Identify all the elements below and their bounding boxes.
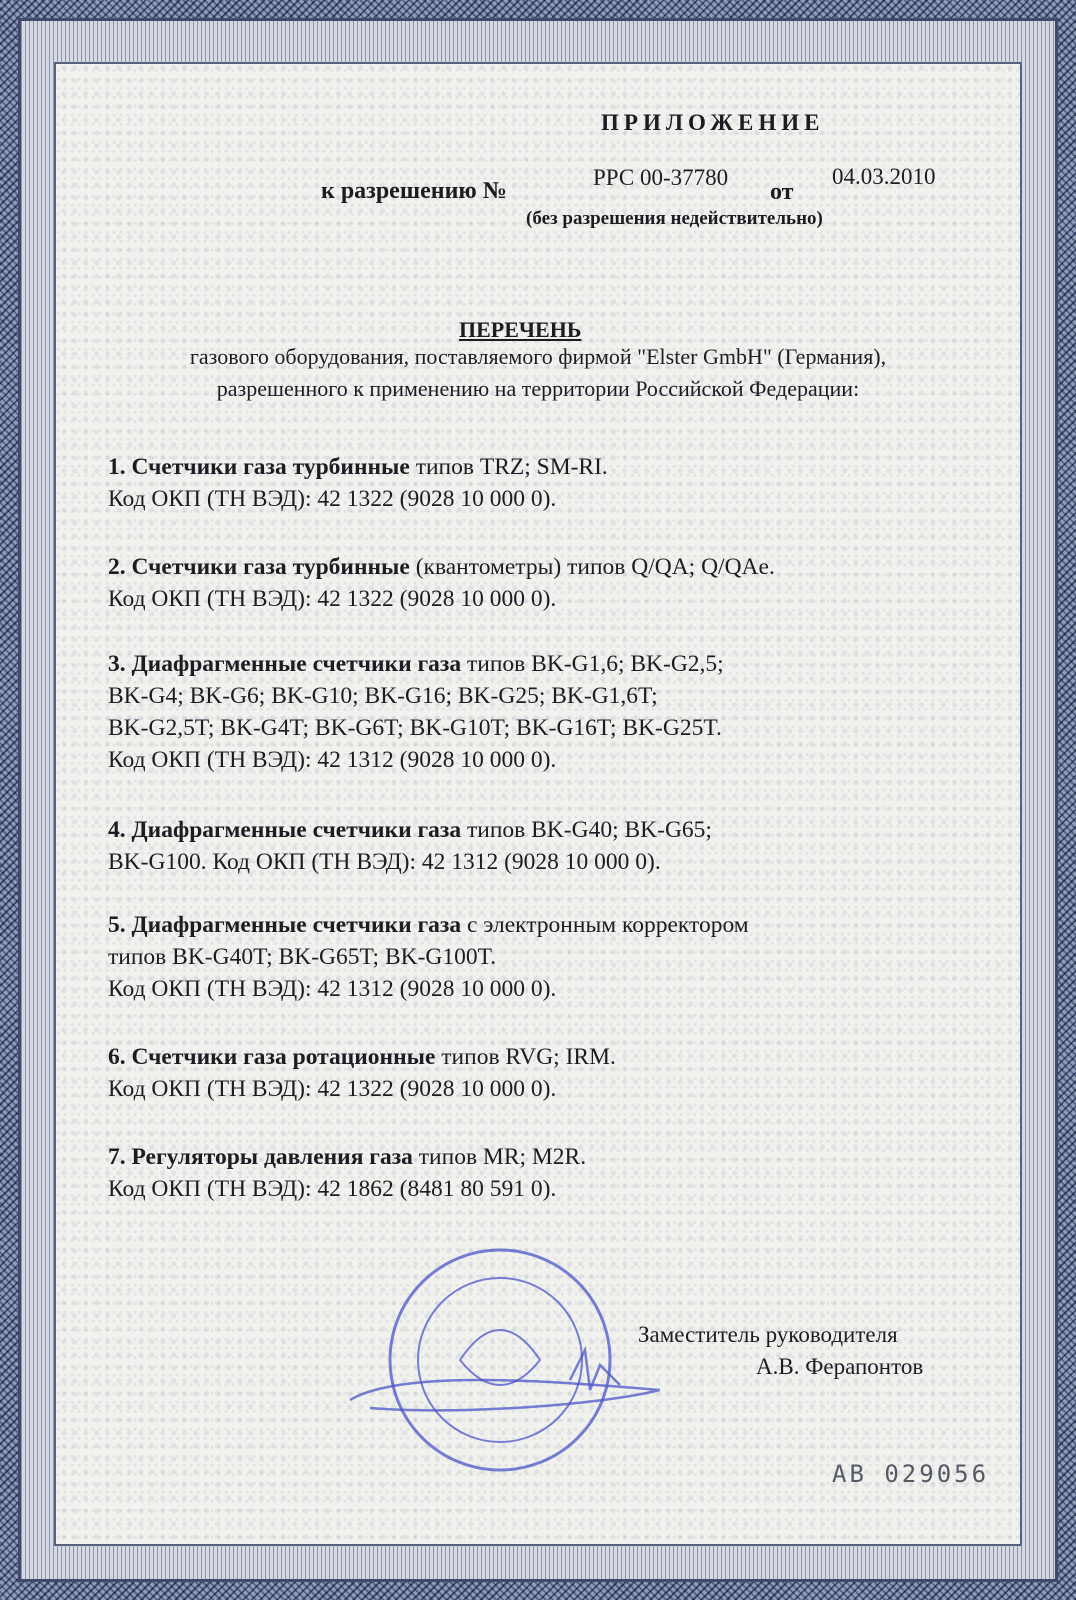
list-item-1 <box>108 452 608 483</box>
permit-number: РРС 00-37780 <box>593 165 729 190</box>
list-item-heading: 1. Счетчики газа турбинные <box>108 454 410 480</box>
list-item-line: Код ОКП (ТН ВЭД): 42 1862 (8481 80 591 0). <box>108 1176 557 1202</box>
list-item-heading: 6. Счетчики газа ротационные <box>108 1044 436 1070</box>
list-item-line: BK-G2,5T; BK-G4T; BK-G6T; BK-G10T; BK-G16T; BK-G25T. <box>108 715 722 741</box>
list-item-6 <box>108 1042 616 1073</box>
list-item-2 <box>108 552 775 583</box>
list-item-3 <box>108 649 724 680</box>
list-item-7 <box>108 1142 586 1173</box>
serial-number: АВ 029056 <box>832 1460 990 1488</box>
list-item-heading: 5. Диафрагменные счетчики газа <box>108 912 462 938</box>
list-item-types: типов TRZ; SM-RI. <box>409 454 608 480</box>
list-title: ПЕРЕЧЕНЬ <box>459 317 582 342</box>
list-item-heading: 2. Счетчики газа турбинные <box>108 554 410 580</box>
permit-date: 04.03.2010 <box>832 164 936 189</box>
list-item-types: (квантометры) типов Q/QA; Q/QAe. <box>409 554 775 580</box>
list-subtitle-line1: газового оборудования, поставляемого фирмой "Elster GmbH" (Германия), <box>189 344 887 369</box>
list-item-line: типов BK-G40T; BK-G65T; BK-G100T. <box>108 944 497 970</box>
list-item-line: Код ОКП (ТН ВЭД): 42 1312 (9028 10 000 0). <box>108 747 557 773</box>
list-item-line: Код ОКП (ТН ВЭД): 42 1322 (9028 10 000 0). <box>108 486 557 512</box>
list-item-line: BK-G100. Код ОКП (ТН ВЭД): 42 1312 (9028 10 000 0). <box>108 849 661 875</box>
list-item-line: Код ОКП (ТН ВЭД): 42 1322 (9028 10 000 0). <box>108 586 557 612</box>
permit-label: к разрешению № <box>321 178 507 204</box>
list-item-types: типов BK-G1,6; BK-G2,5; <box>461 651 724 677</box>
list-subtitle-line2: разрешенного к применению на территории Российской Федерации: <box>216 376 860 401</box>
list-item-heading: 4. Диафрагменные счетчики газа <box>108 817 462 843</box>
list-item-line: Код ОКП (ТН ВЭД): 42 1312 (9028 10 000 0). <box>108 976 557 1002</box>
list-item-heading: 3. Диафрагменные счетчики газа <box>108 651 462 677</box>
permit-from-label: от <box>770 179 794 205</box>
list-item-heading: 7. Регуляторы давления газа <box>108 1144 413 1170</box>
signatory-title: Заместитель руководителя <box>638 1322 898 1347</box>
list-item-types: типов RVG; IRM. <box>435 1044 616 1070</box>
list-item-types: с электронным корректором <box>461 912 749 938</box>
list-item-line: BK-G4; BK-G6; BK-G10; BK-G16; BK-G25; BK-G1,6T; <box>108 683 658 709</box>
appendix-heading: ПРИЛОЖЕНИЕ <box>601 110 825 135</box>
list-item-line: Код ОКП (ТН ВЭД): 42 1322 (9028 10 000 0). <box>108 1076 557 1102</box>
list-item-types: типов MR; M2R. <box>412 1144 587 1170</box>
list-item-5 <box>108 910 749 941</box>
official-stamp <box>340 1230 660 1500</box>
list-item-types: типов BK-G40; BK-G65; <box>461 817 712 843</box>
permit-validity-note: (без разрешения недействительно) <box>526 208 823 229</box>
list-item-4 <box>108 815 712 846</box>
signatory-name: А.В. Ферапонтов <box>756 1354 924 1379</box>
